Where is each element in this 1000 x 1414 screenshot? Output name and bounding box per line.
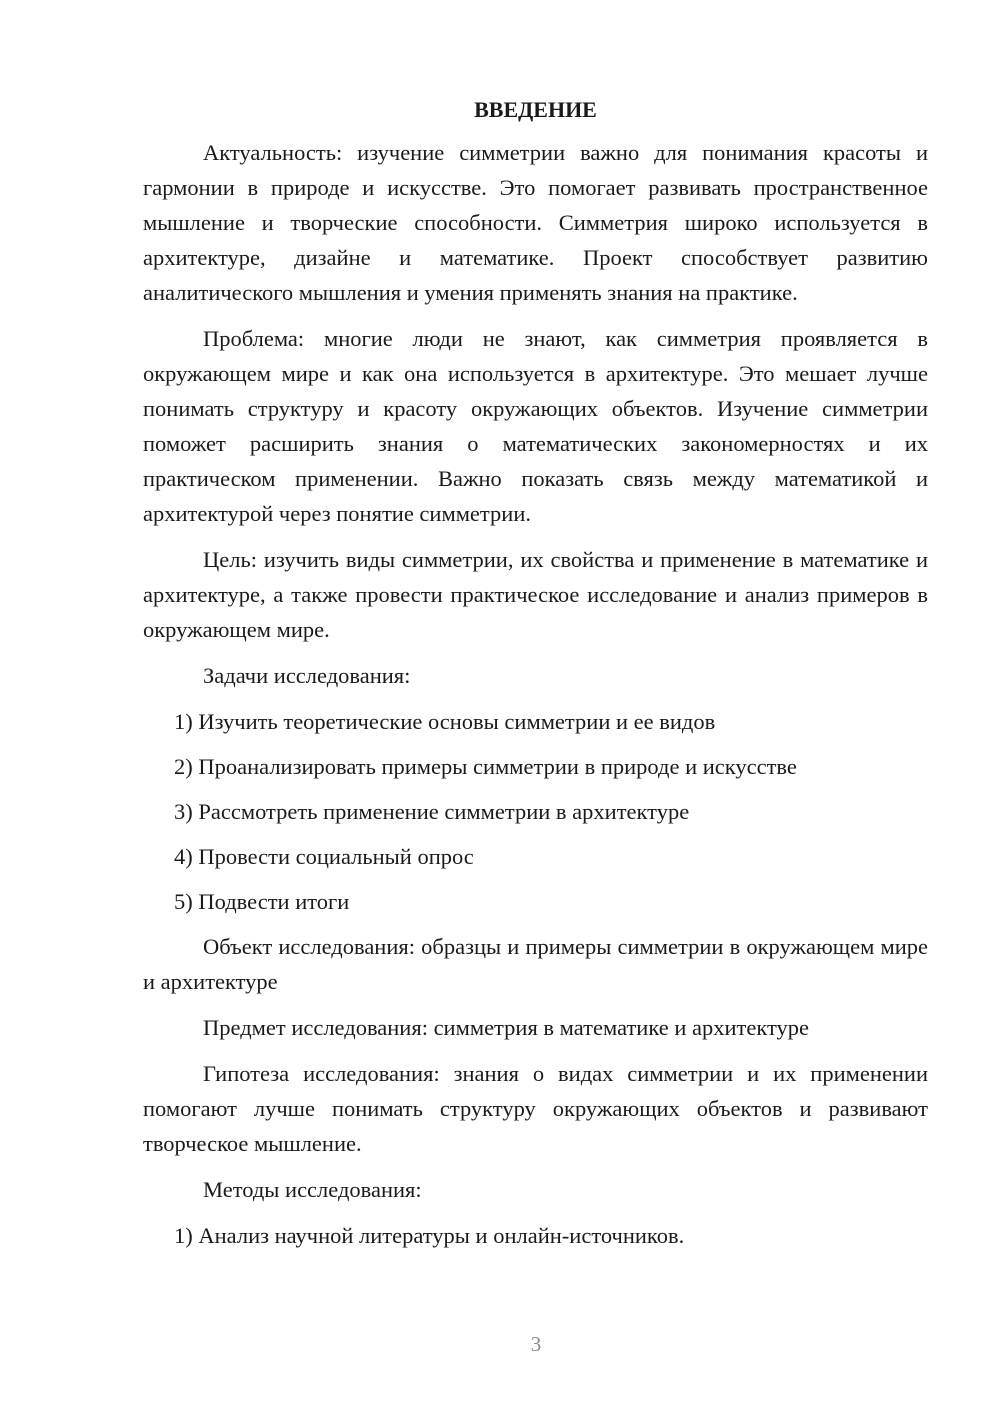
task-item: 5) Подвести итоги	[174, 889, 350, 914]
methods-heading: Методы исследования:	[203, 1177, 422, 1202]
methods-list	[143, 1218, 928, 1253]
tasks-list	[143, 704, 928, 919]
object-paragraph: Объект исследования: образцы и примеры симметрии в окружающем мире и архитектуре	[143, 934, 928, 994]
hypothesis-paragraph: Гипотеза исследования: знания о видах симметрии и их применении помогают лучше понимать структуру окружающих объектов и развивают творческое мышление.	[143, 1061, 928, 1156]
subject-paragraph: Предмет исследования: симметрия в математике и архитектуре	[203, 1015, 810, 1040]
page-content	[143, 92, 928, 1263]
task-item: 2) Проанализировать примеры симметрии в природе и искусстве	[174, 754, 797, 779]
tasks-heading: Задачи исследования:	[203, 663, 411, 688]
page-number: 3	[530, 1332, 542, 1356]
task-item: 3) Рассмотреть применение симметрии в архитектуре	[174, 799, 690, 824]
method-item: 1) Анализ научной литературы и онлайн-источников.	[174, 1223, 685, 1248]
goal-paragraph: Цель: изучить виды симметрии, их свойства и применение в математике и архитектуре, а также провести практическое исследование и анализ примеров в окружающем мире.	[143, 547, 928, 642]
task-item: 4) Провести социальный опрос	[174, 844, 474, 869]
section-title: ВВЕДЕНИЕ	[474, 97, 597, 122]
problem-paragraph: Проблема: многие люди не знают, как симметрия проявляется в окружающем мире и как она используется в архитектуре. Это мешает лучше понимать структуру и красоту окружающих объектов. Изучение симметрии поможет расширить знания о математических закономерностях и их практическом применении. Важно показать связь между математикой и архитектурой через понятие симметрии.	[143, 326, 928, 526]
relevance-paragraph: Актуальность: изучение симметрии важно для понимания красоты и гармонии в природе и искусстве. Это помогает развивать пространственное мышление и творческие способности. Симметрия широко используется в архитектуре, дизайне и математике. Проект способствует развитию аналитического мышления и умения применять знания на практике.	[143, 140, 928, 305]
task-item: 1) Изучить теоретические основы симметрии и ее видов	[174, 709, 716, 734]
